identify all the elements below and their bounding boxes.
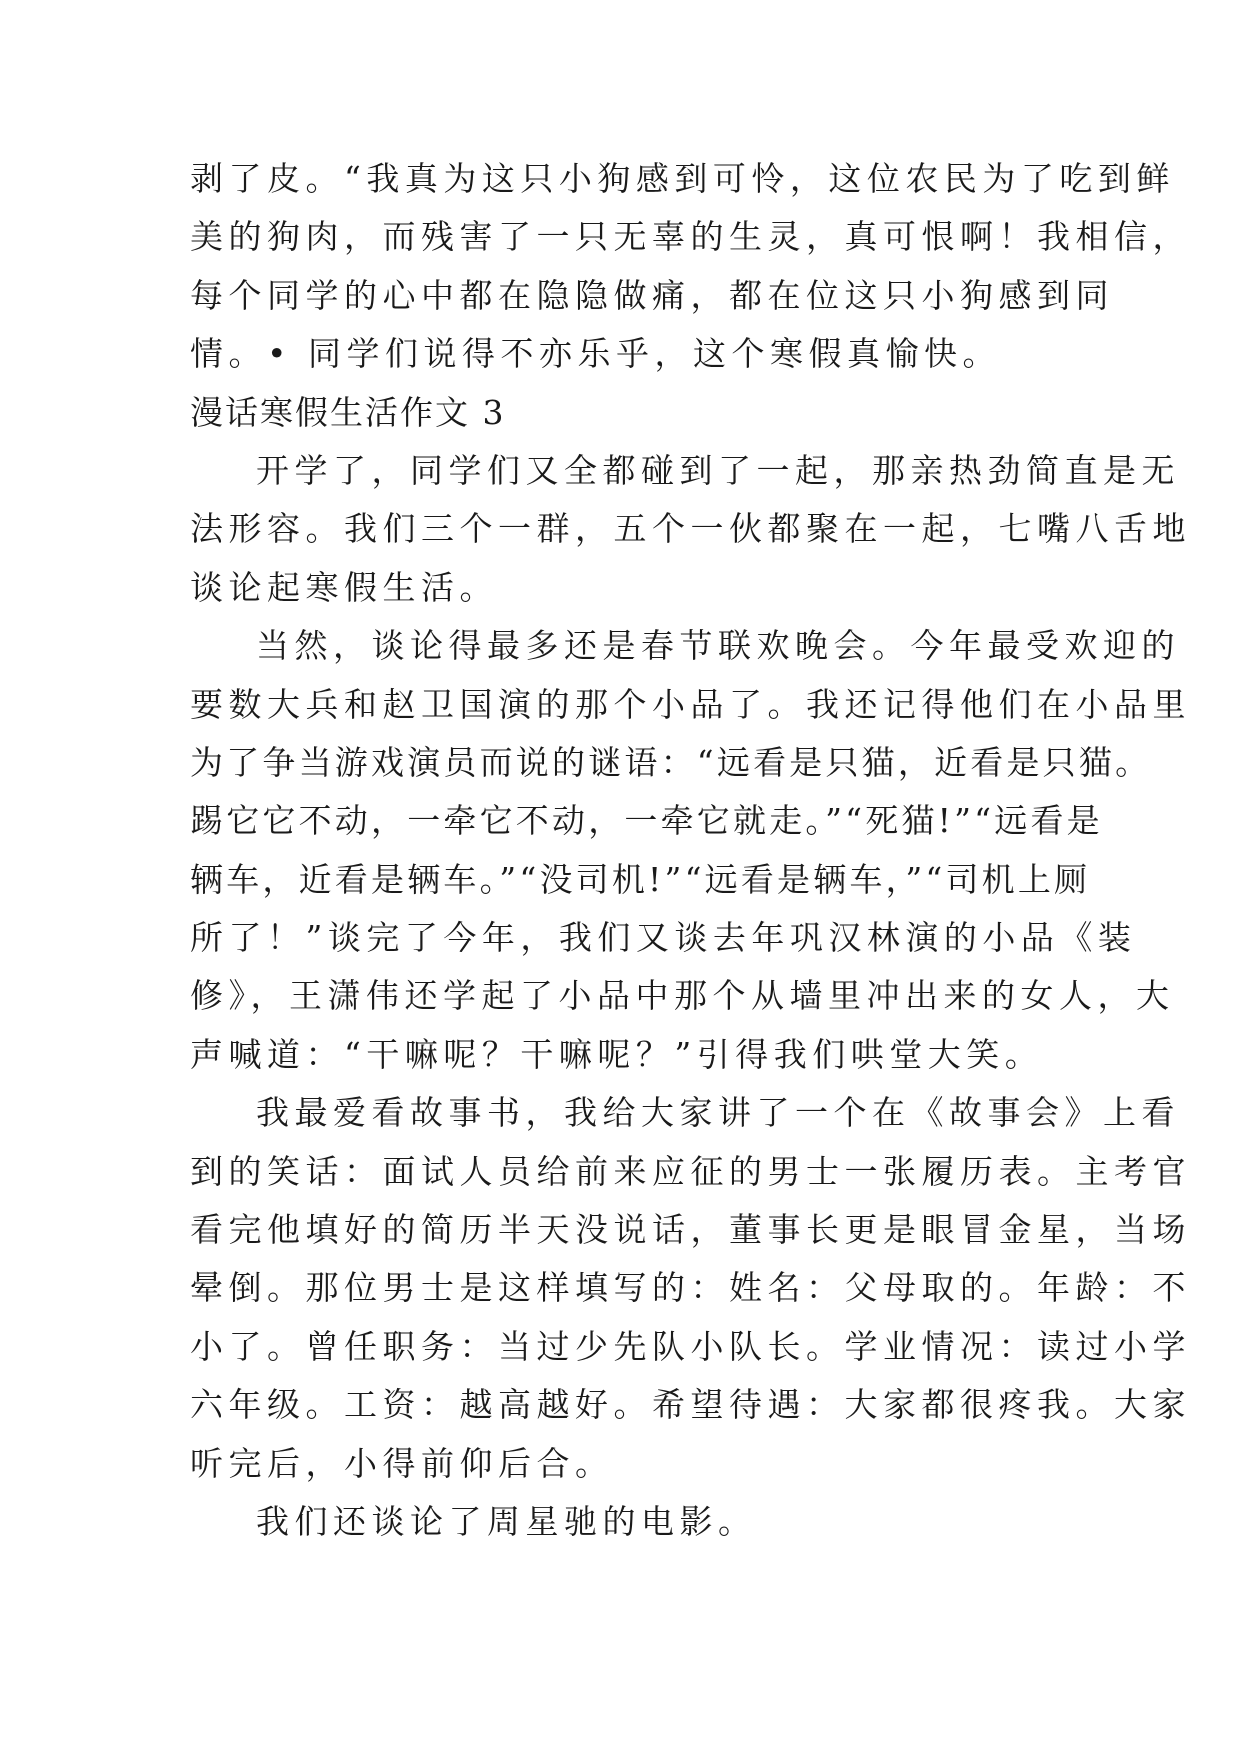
text-line: 修》，王潇伟还学起了小品中那个从墙里冲出来的女人，大: [190, 976, 1175, 1016]
text-line: 情。• 同学们说得不亦乐乎，这个寒假真愉快。: [190, 334, 1001, 374]
text-line: 剥了皮。“我真为这只小狗感到可怜，这位农民为了吃到鲜: [190, 159, 1175, 198]
text-line: 六年级。工资：越高越好。希望待遇：大家都很疼我。大家: [190, 1385, 1191, 1425]
text-line: 到的笑话：面试人员给前来应征的男士一张履历表。主考官: [190, 1151, 1191, 1191]
document-body: [190, 150, 1191, 1551]
text-line: 我们还谈论了周星驰的电影。: [256, 1501, 757, 1541]
text-line: 为了争当游戏演员而说的谜语：“远看是只猫，近看是只猫。: [190, 742, 1152, 782]
text-line: 辆车，近看是辆车。”“没司机!”“远看是辆车，”“司机上厕: [190, 859, 1091, 899]
text-line: 声喊道：“干嘛呢？干嘛呢？”引得我们哄堂大笑。: [190, 1034, 1044, 1074]
text-line: 每个同学的心中都在隐隐做痛，都在位这只小狗感到同: [190, 275, 1114, 315]
text-line: 法形容。我们三个一群，五个一伙都聚在一起，七嘴八舌地: [190, 509, 1191, 549]
text-line: 当然，谈论得最多还是春节联欢晚会。今年最受欢迎的: [256, 626, 1180, 666]
text-line: 要数大兵和赵卫国演的那个小品了。我还记得他们在小品里: [190, 684, 1191, 724]
text-line: 我最爱看故事书，我给大家讲了一个在《故事会》上看: [256, 1093, 1180, 1133]
text-line: 听完后，小得前仰后合。: [190, 1443, 614, 1483]
text-line: 晕倒。那位男士是这样填写的：姓名：父母取的。年龄：不: [190, 1268, 1191, 1308]
section-heading: 漫话寒假生活作文 3: [190, 392, 506, 432]
text-line: 谈论起寒假生活。: [190, 567, 498, 607]
text-line: 所了！”谈完了今年，我们又谈去年巩汉林演的小品《装: [190, 918, 1137, 958]
text-line: 踢它它不动，一牵它不动，一牵它就走。”“死猫!”“远看是: [190, 801, 1103, 841]
text-line: 看完他填好的简历半天没说话，董事长更是眼冒金星，当场: [190, 1210, 1191, 1250]
text-line: 美的狗肉，而残害了一只无辜的生灵，真可恨啊！我相信，: [190, 217, 1191, 257]
text-line: 开学了，同学们又全都碰到了一起，那亲热劲简直是无: [256, 450, 1180, 490]
text-line: 小了。曾任职务：当过少先队小队长。学业情况：读过小学: [190, 1326, 1191, 1366]
